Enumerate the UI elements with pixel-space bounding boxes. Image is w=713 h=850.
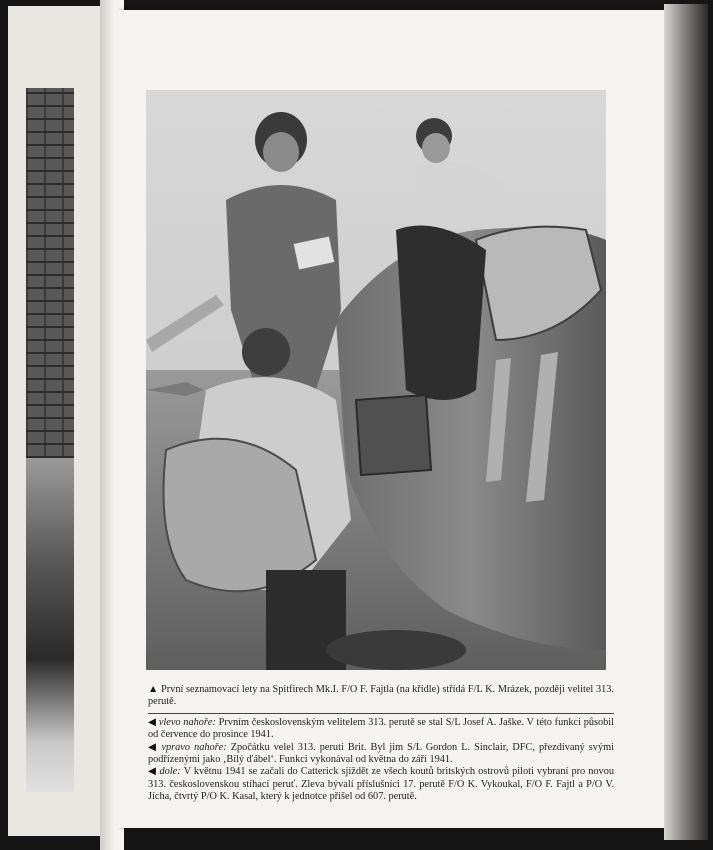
caption-main: [148, 684, 614, 709]
caption-label: dole:: [159, 766, 181, 778]
left-triangle-icon: ◀: [148, 716, 157, 728]
main-photo: [146, 90, 606, 670]
caption-label: vpravo nahoře:: [161, 741, 227, 753]
caption-text: V květnu 1941 se začali do Catterick sjíždět ze všech koutů britských ostrovů piloti vybraní pro novou 313. československou stíhací peruť. Zleva bývalí příslušníci 17. perutě F/O K. Vykoukal, F/O F. Fajtl a P/O V. Jícha, čtvrtý P/O K. Kasal, který k jednotce přišel od 607. perutě.: [148, 766, 614, 803]
page-edge: [664, 4, 708, 840]
left-triangle-icon: ◀: [148, 766, 157, 778]
spitfire-pilots-photo: [146, 90, 606, 670]
garden-image: [26, 458, 74, 792]
caption-top-left: [148, 717, 614, 742]
left-page-photo-fragment: [26, 88, 74, 792]
captions: [148, 684, 614, 804]
caption-top-right: [148, 742, 614, 767]
up-triangle-icon: ▲: [148, 684, 159, 695]
caption-text: Zpočátku velel 313. peruti Brit. Byl jim S/L Gordon L. Sinclair, DFC, přezdívaný svými podřízenými jako ‚Bílý ďábel‘. Funkci vykonával od května do září 1941.: [148, 741, 614, 766]
caption-label: vlevo nahoře:: [158, 716, 216, 728]
brick-wall-image: [26, 88, 74, 458]
caption-text: Prvním československým velitelem 313. perutě se stal S/L Josef A. Jaške. V této funkci působil od července do prosince 1941.: [148, 716, 615, 741]
caption-divider: [148, 713, 614, 714]
left-triangle-icon: ◀: [148, 741, 158, 753]
caption-main-text: První seznamovací lety na Spitfirech Mk.I. F/O F. Fajtla (na křídle) střídá F/L K. Mrázek, později velitel 313. perutě.: [148, 684, 614, 708]
caption-bottom: [148, 766, 614, 803]
